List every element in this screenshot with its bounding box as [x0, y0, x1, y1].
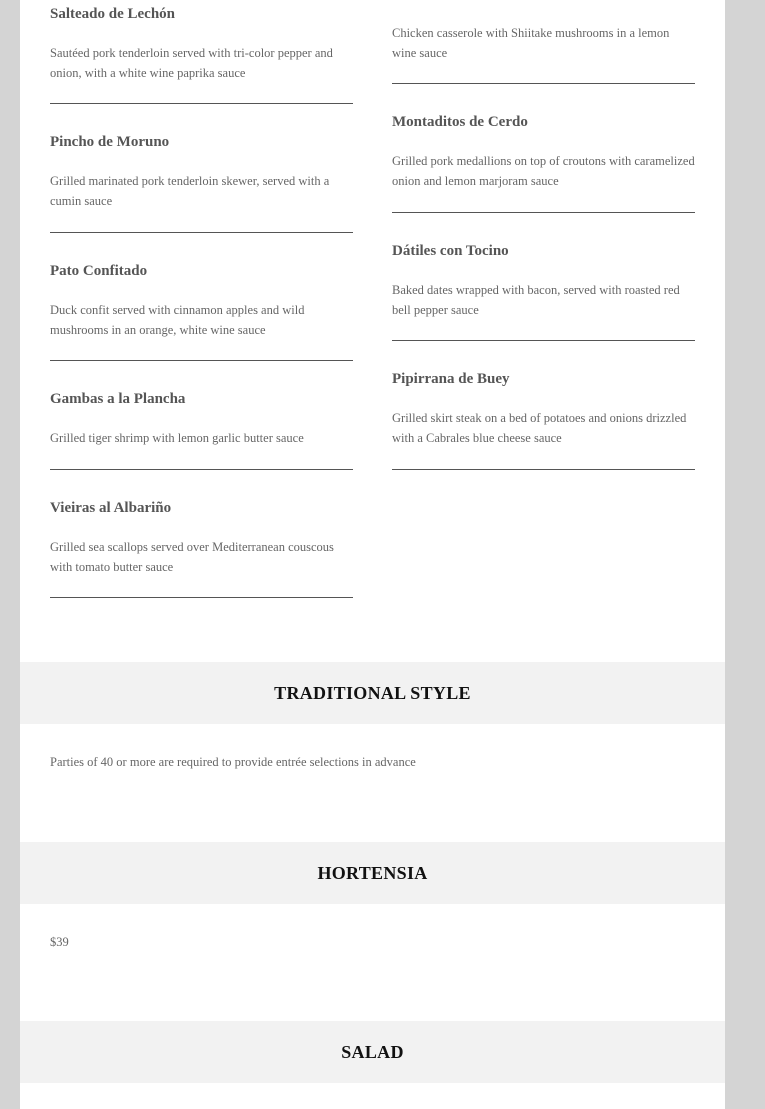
- menu-item-description: Grilled tiger shrimp with lemon garlic butter sauce: [50, 431, 304, 445]
- menu-item-description: Baked dates wrapped with bacon, served with roasted red bell pepper sauce: [392, 283, 680, 317]
- menu-item-title: Vieiras al Albariño: [50, 500, 172, 516]
- menu-item-title: Salteado de Lechón: [50, 6, 176, 22]
- menu-item-divider: [50, 103, 353, 104]
- menu-item-divider: [392, 212, 695, 213]
- menu-item-description: Chicken casserole with Shiitake mushrooms in a lemon wine sauce: [392, 26, 670, 60]
- menu-item-description: Grilled pork medallions on top of croutons with caramelized onion and lemon marjoram sauce: [392, 154, 695, 188]
- menu-item-description: Grilled sea scallops served over Mediterranean couscous with tomato butter sauce: [50, 540, 334, 574]
- menu-item-description: Duck confit served with cinnamon apples and wild mushrooms in an orange, white wine sauce: [50, 303, 305, 337]
- menu-item-title: Pato Confitado: [50, 263, 148, 279]
- menu-item-title: Dátiles con Tocino: [392, 243, 509, 259]
- section-title: HORTENSIA: [317, 862, 428, 883]
- menu-item-description: Grilled skirt steak on a bed of potatoes and onions drizzled with a Cabrales blue cheese sauce: [392, 411, 687, 445]
- menu-item-divider: [50, 232, 353, 233]
- page-gutter: [725, 0, 745, 1109]
- menu-item-title: Gambas a la Plancha: [50, 391, 186, 407]
- package-price: $39: [50, 935, 69, 949]
- menu-item-divider: [392, 340, 695, 341]
- menu-item-divider: [392, 83, 695, 84]
- menu-item-title: Montaditos de Cerdo: [392, 114, 528, 130]
- section-header-hortensia: [20, 842, 725, 904]
- section-title: TRADITIONAL STYLE: [274, 682, 471, 703]
- section-header-salad: [20, 1021, 725, 1083]
- menu-item-description: Sautéed pork tenderloin served with tri-color pepper and onion, with a white wine paprika sauce: [50, 46, 333, 80]
- menu-item-title: Pipirrana de Buey: [392, 371, 510, 387]
- section-note: Parties of 40 or more are required to provide entrée selections in advance: [50, 755, 416, 769]
- menu-page: [20, 0, 725, 1109]
- section-header-traditional-style: [20, 662, 725, 724]
- menu-item-divider: [50, 597, 353, 598]
- section-title: SALAD: [341, 1041, 404, 1062]
- menu-item-description: Grilled marinated pork tenderloin skewer, served with a cumin sauce: [50, 174, 330, 208]
- menu-item-divider: [50, 469, 353, 470]
- menu-item-divider: [392, 469, 695, 470]
- menu-item-divider: [50, 360, 353, 361]
- menu-item-title: Pincho de Moruno: [50, 134, 170, 150]
